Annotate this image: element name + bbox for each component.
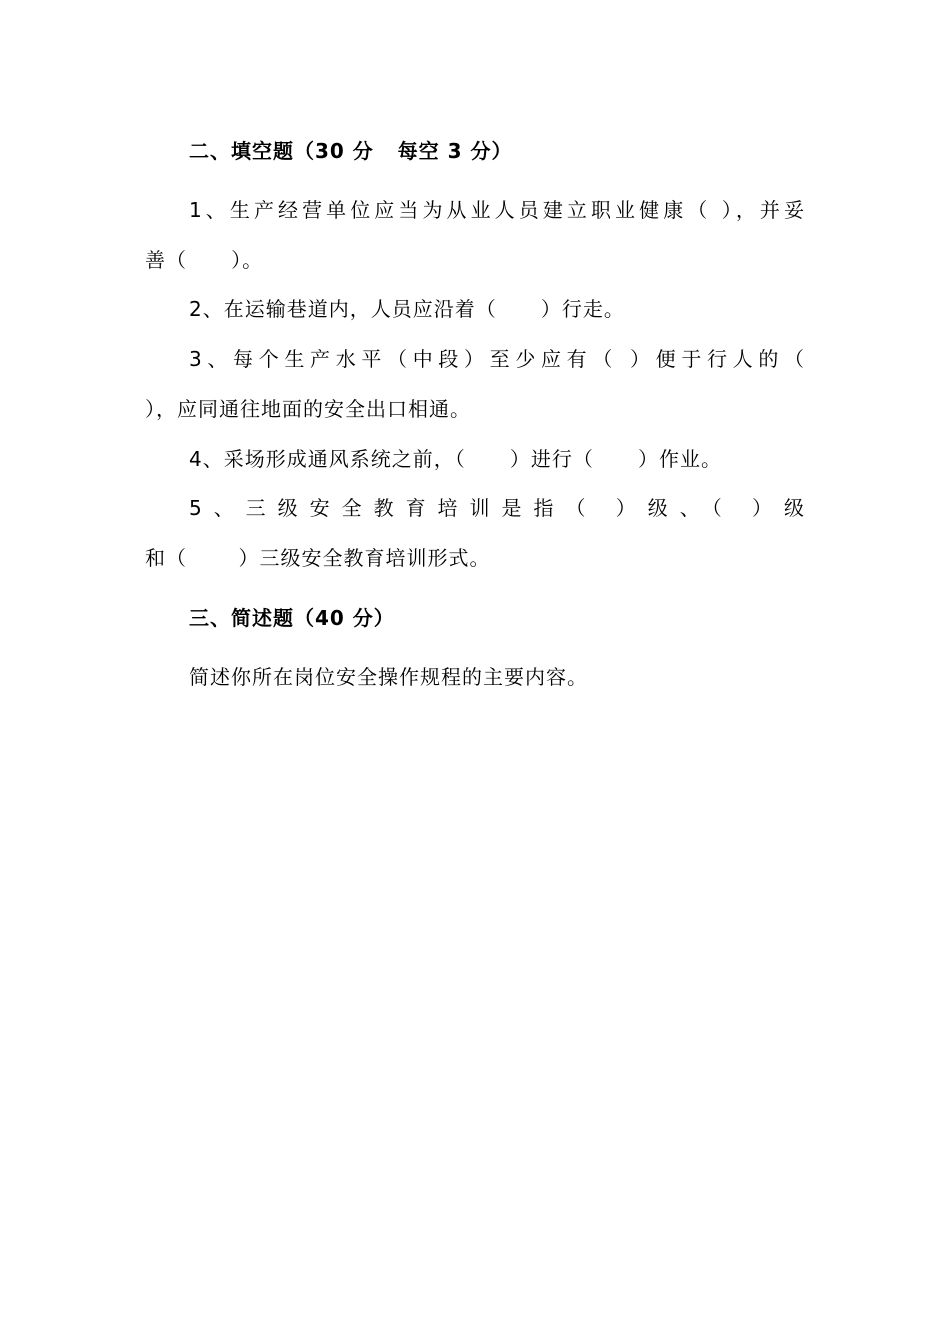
question-5-line-2: 和（ ）三级安全教育培训形式。 [145, 546, 491, 570]
section-3-prompt: 简述你所在岗位安全操作规程的主要内容。 [189, 665, 588, 689]
question-3-line-2: ），应同通往地面的安全出口相通。 [145, 397, 471, 421]
question-2: 2、在运输巷道内，人员应沿着（ ）行走。 [189, 297, 625, 321]
question-5-line-1: 5、三级安全教育培训是指（ ）级、（ ）级 [189, 496, 805, 520]
question-1-line-1: 1、生产经营单位应当为从业人员建立职业健康（ ），并妥 [189, 198, 805, 222]
question-3-line-1: 3、每个生产水平（中段）至少应有（ ）便于行人的（ [189, 347, 805, 371]
section-3-heading: 三、简述题（40 分） [189, 606, 395, 630]
question-1-line-2: 善（ ）。 [145, 248, 264, 272]
section-2-heading: 二、填空题（30 分 每空 3 分） [189, 139, 513, 163]
question-4: 4、采场形成通风系统之前，（ ）进行（ ）作业。 [189, 447, 723, 471]
